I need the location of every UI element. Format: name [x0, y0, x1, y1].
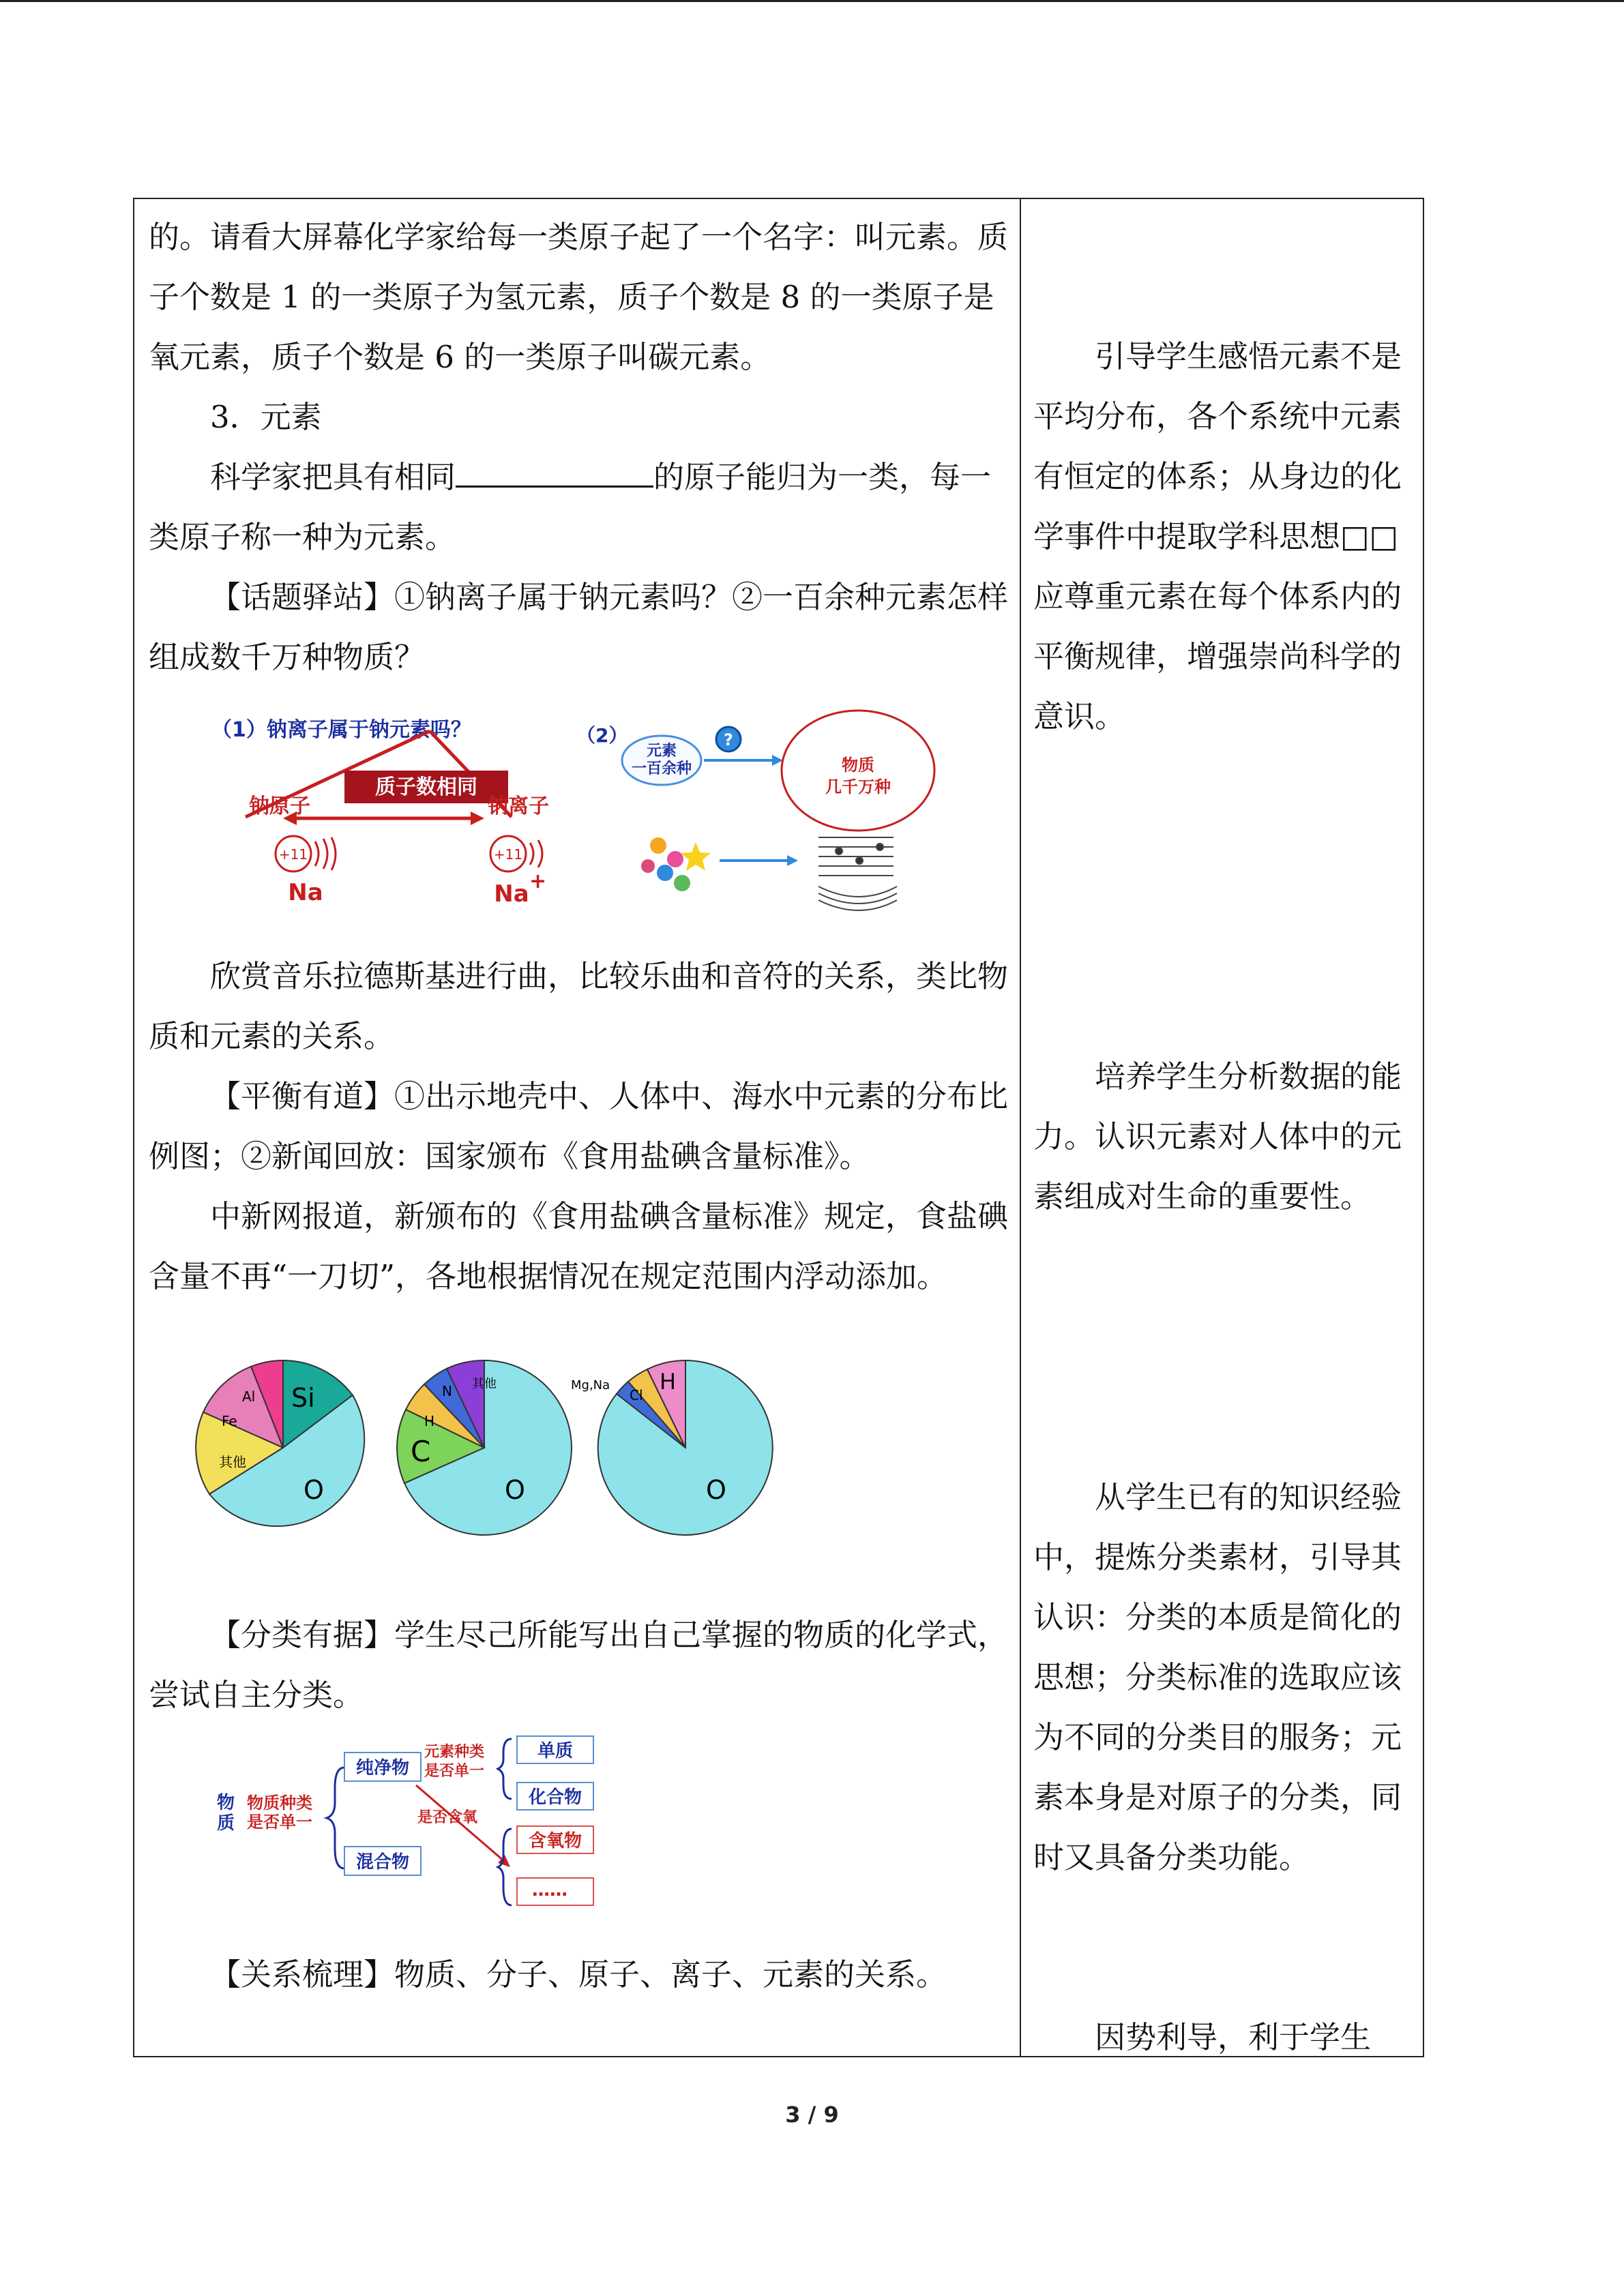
- nucleus-label-ion: +11: [493, 846, 523, 863]
- paragraph-balance: 【平衡有道】①出示地壳中、人体中、海水中元素的分布比例图；②新闻回放：国家颁布《食用盐碘含量标准》。: [149, 1078, 1009, 1174]
- paragraph-element-definition: [149, 447, 1008, 567]
- na-symbol-ion: Na: [494, 880, 529, 908]
- body-h-label: H: [424, 1413, 435, 1429]
- electron-shells-ion: [530, 840, 542, 867]
- definition-text-b: 的原子能归为一类，每一类原子称一种为元素。: [149, 459, 992, 555]
- same-protons-banner: 质子数相同: [375, 775, 477, 799]
- body-n-label: N: [442, 1383, 452, 1399]
- page-number: 3 / 9: [785, 2102, 839, 2128]
- sea-o-label: O: [706, 1475, 726, 1505]
- music-notes-icon: [641, 837, 711, 891]
- column-divider: [1020, 198, 1021, 2057]
- crust-si-label: Si: [291, 1383, 315, 1413]
- brace-level3: [498, 1829, 512, 1905]
- compound-label: 化合物: [528, 1787, 582, 1808]
- human-body-pie: [397, 1360, 572, 1535]
- electron-shells-atom: [315, 837, 336, 870]
- section-heading-element: 3．元素: [210, 399, 322, 435]
- note-guidance: 因势利导，利于学生: [1095, 2019, 1372, 2055]
- matter-char-2: 质: [217, 1813, 235, 1834]
- question-mark: ?: [724, 730, 733, 749]
- note-data-analysis: 培养学生分析数据的能力。认识元素对人体中的元素组成对生命的重要性。: [1033, 1058, 1402, 1214]
- criterion-element-a: 元素种类: [424, 1744, 485, 1761]
- criterion-element-b: 是否单一: [424, 1763, 485, 1780]
- matter-char-1: 物: [217, 1793, 235, 1813]
- element-distribution-pies: [191, 1356, 791, 1547]
- etc-label: ……: [532, 1880, 567, 1900]
- paragraph-classification: 【分类有据】学生尽己所能写出自己掌握的物质的化学式，尝试自主分类。: [149, 1617, 1009, 1713]
- mixture-label: 混合物: [355, 1852, 410, 1873]
- sea-mgna-label: Mg,Na: [571, 1378, 610, 1392]
- question-2-label: （2）: [576, 724, 628, 747]
- criterion-kind-a: 物质种类: [247, 1793, 312, 1813]
- criterion-oxygen: 是否含氧: [417, 1809, 478, 1826]
- oxide-label: 含氧物: [528, 1831, 582, 1851]
- criterion-kind-b: 是否单一: [247, 1813, 312, 1832]
- sea-cl-label: Cl: [630, 1387, 643, 1403]
- sheet-music-icon: [818, 837, 897, 910]
- sodium-ion-label: 钠离子: [488, 794, 549, 818]
- seawater-pie: [571, 1360, 773, 1535]
- earth-crust-pie: [196, 1360, 364, 1526]
- definition-text-a: 科学家把具有相同: [210, 459, 456, 495]
- sodium-element-figure: [205, 702, 955, 914]
- pure-substance-label: 纯净物: [355, 1758, 410, 1778]
- matter-label: 物质: [842, 756, 874, 775]
- sodium-atom-label: 钠原子: [249, 794, 310, 818]
- sea-h-label: H: [660, 1369, 677, 1395]
- body-other-label: 其他: [472, 1377, 497, 1391]
- paragraph-topic-station: 【话题驿站】①钠离子属于钠元素吗？②一百余种元素怎样组成数千万种物质？: [149, 579, 1009, 675]
- fill-in-blank: [456, 458, 653, 488]
- crust-o-label: O: [304, 1475, 324, 1505]
- arrow-head-right: [471, 811, 484, 825]
- paragraph-news: 中新网报道，新颁布的《食用盐碘含量标准》规定，食盐碘含量不再“一刀切”，各地根据情况在规定范围内浮动添加。: [149, 1198, 1009, 1294]
- note-classification: 从学生已有的知识经验中，提炼分类素材，引导其认识：分类的本质是简化的思想；分类标准的选取应该为不同的分类目的服务；元素本身是对原子的分类，同时又具备分类功能。: [1033, 1479, 1402, 1875]
- brace-level1: [327, 1768, 344, 1868]
- paragraph-relationship: 【关系梳理】物质、分子、原子、离子、元素的关系。: [210, 1956, 947, 1993]
- elements-label: 元素: [646, 743, 677, 760]
- crust-fe-label: Fe: [222, 1413, 237, 1429]
- brace-level2: [498, 1739, 512, 1799]
- matter-count-label: 几千万种: [825, 777, 891, 796]
- body-c-label: C: [411, 1435, 431, 1468]
- crust-other-label: 其他: [219, 1454, 246, 1470]
- ion-charge: +: [529, 869, 547, 893]
- matter-classification-diagram: [211, 1732, 621, 1918]
- body-o-label: O: [505, 1475, 525, 1505]
- na-symbol-atom: Na: [288, 879, 323, 906]
- elements-count-label: 一百余种: [631, 760, 692, 777]
- arrow-head-2: [787, 855, 798, 866]
- nucleus-label-atom: +11: [278, 846, 308, 863]
- paragraph-element-intro: 的。请看大屏幕化学家给每一类原子起了一个名字：叫元素。质子个数是 1 的一类原子为氢元素，质子个数是 8 的一类原子是氧元素，质子个数是 6 的一类原子叫碳元素。: [149, 219, 1009, 375]
- element-substance-label: 单质: [537, 1741, 574, 1761]
- top-border: [0, 0, 1624, 2]
- question-1-label: （1）钠离子属于钠元素吗？: [211, 718, 471, 742]
- paragraph-music-analogy: 欣赏音乐拉德斯基进行曲，比较乐曲和音符的关系，类比物质和元素的关系。: [149, 958, 1009, 1054]
- crust-al-label: Al: [242, 1388, 256, 1405]
- note-element-balance: 引导学生感悟元素不是平均分布，各个系统中元素有恒定的体系；从身边的化学事件中提取学科思想□□应尊重元素在每个体系内的平衡规律，增强崇尚科学的意识。: [1033, 338, 1402, 734]
